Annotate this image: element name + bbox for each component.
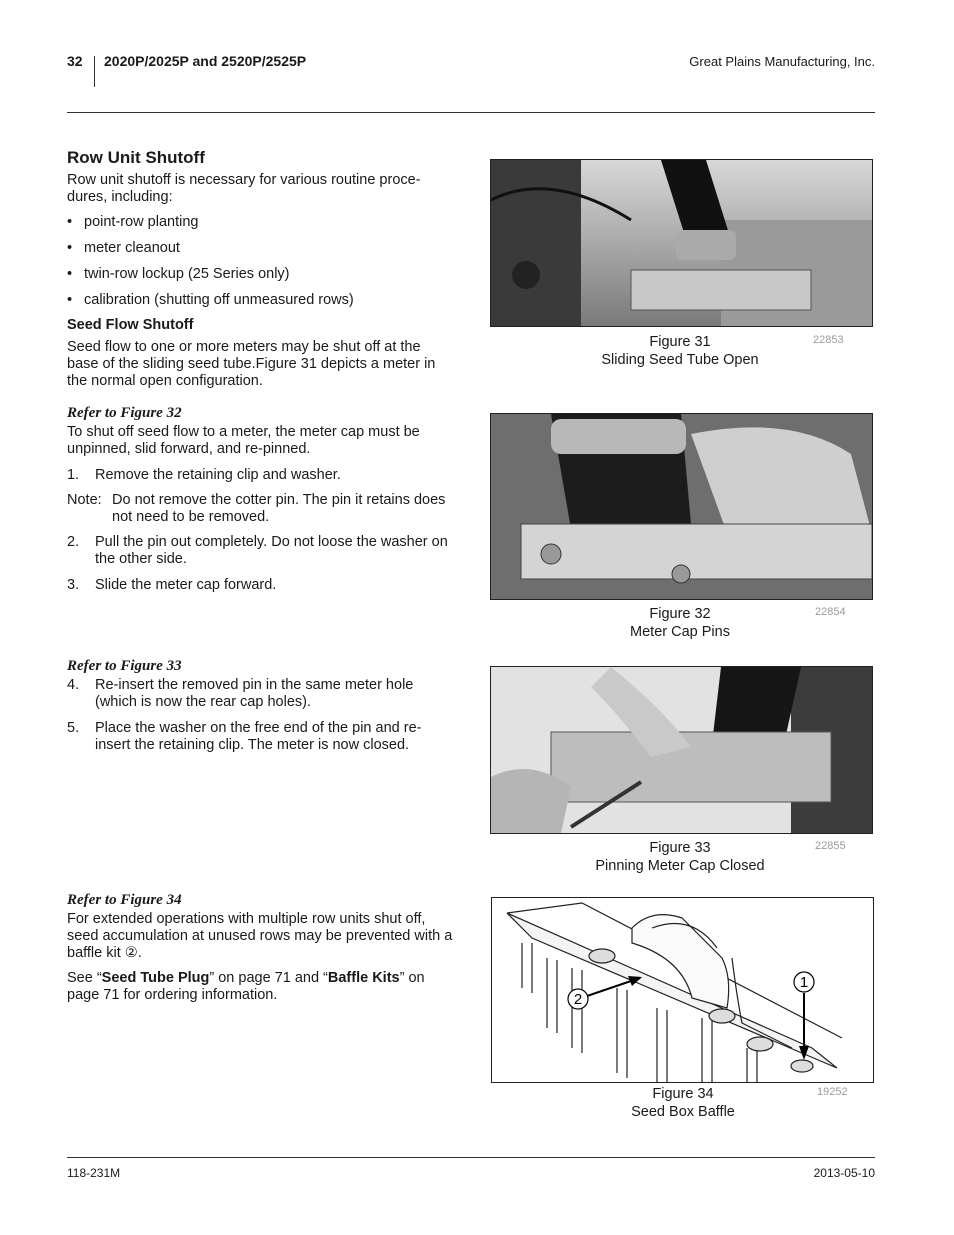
link-baffle-kits[interactable]: Baffle Kits — [327, 970, 400, 986]
step-item: 4. Re-insert the removed pin in the same meter hole (which is now the rear cap holes). — [67, 677, 414, 710]
step-item: 3. Slide the meter cap forward. — [67, 577, 277, 593]
footer-rule — [67, 1157, 875, 1158]
figure-33-id: 22855 — [815, 840, 846, 852]
subsection-title: Seed Flow Shutoff — [67, 317, 194, 333]
procedure-figure-34 — [67, 892, 455, 1004]
ref-figure-34: Refer to Figure 34 — [67, 892, 182, 908]
figure-33-photo — [490, 666, 873, 834]
figure-31-photo — [490, 159, 873, 327]
section-title: Row Unit Shutoff — [67, 148, 205, 167]
list-item: • twin-row lockup (25 Series only) — [67, 266, 290, 282]
seed-flow-text: Seed flow to one or more meters may be shut off at the base of the sliding seed tube.Figure 31 depicts a meter in the normal open configuration. — [67, 339, 436, 389]
figure-34-caption: Figure 34 Seed Box Baffle — [631, 1086, 735, 1120]
figure-32-photo — [490, 413, 873, 600]
procedure-figure-33 — [67, 658, 455, 754]
callout-1-marker: 1 — [799, 974, 809, 991]
extended-text: For extended operations with multiple row units shut off, seed accumulation at unused rows may be prevented with a baffle kit ②. — [67, 911, 453, 961]
figure-31-caption: Figure 31 Sliding Seed Tube Open — [601, 334, 759, 368]
header-rule — [67, 112, 875, 113]
see-also-text: See “Seed Tube Plug” on page 71 and “Baffle Kits” on page 71 for ordering information. — [67, 970, 425, 1003]
callout-2-marker: 2 — [573, 991, 583, 1008]
figure-32-caption: Figure 32 Meter Cap Pins — [630, 606, 730, 640]
figure-34-id: 19252 — [817, 1086, 848, 1098]
ref-figure-32: Refer to Figure 32 — [67, 405, 182, 421]
intro-text: Row unit shutoff is necessary for various routine proce-dures, including: — [67, 172, 421, 205]
note: Note: Do not remove the cotter pin. The pin it retains does not need to be removed. — [67, 492, 446, 525]
link-seed-tube-plug[interactable]: Seed Tube Plug — [101, 970, 210, 986]
list-item: • calibration (shutting off unmeasured rows) — [67, 292, 354, 308]
figure-31-id: 22853 — [813, 334, 844, 346]
header-divider — [94, 56, 95, 87]
step-item: 1. Remove the retaining clip and washer. — [67, 467, 341, 483]
list-item: • point-row planting — [67, 214, 199, 230]
step-item: 2. Pull the pin out completely. Do not loose the washer on the other side. — [67, 534, 448, 567]
figure-34-diagram — [491, 897, 874, 1083]
procedure-figure-32 — [67, 405, 455, 594]
page-number: 32 — [67, 53, 83, 69]
ref-figure-33: Refer to Figure 33 — [67, 658, 182, 674]
list-item: • meter cleanout — [67, 240, 180, 256]
document-date: 2013-05-10 — [813, 1166, 875, 1180]
company-name: Great Plains Manufacturing, Inc. — [689, 54, 875, 69]
callout-2: ② — [124, 945, 138, 961]
model-title: 2020P/2025P and 2520P/2525P — [104, 53, 307, 69]
figure-33-caption: Figure 33 Pinning Meter Cap Closed — [595, 840, 765, 874]
section-row-unit-shutoff — [67, 149, 455, 390]
document-number: 118-231M — [67, 1166, 121, 1180]
figure-32-id: 22854 — [815, 606, 846, 618]
shut-off-text: To shut off seed flow to a meter, the meter cap must be unpinned, slid forward, and re-pinned. — [67, 424, 420, 457]
step-item: 5. Place the washer on the free end of the pin and re-insert the retaining clip. The meter is now closed. — [67, 720, 422, 753]
